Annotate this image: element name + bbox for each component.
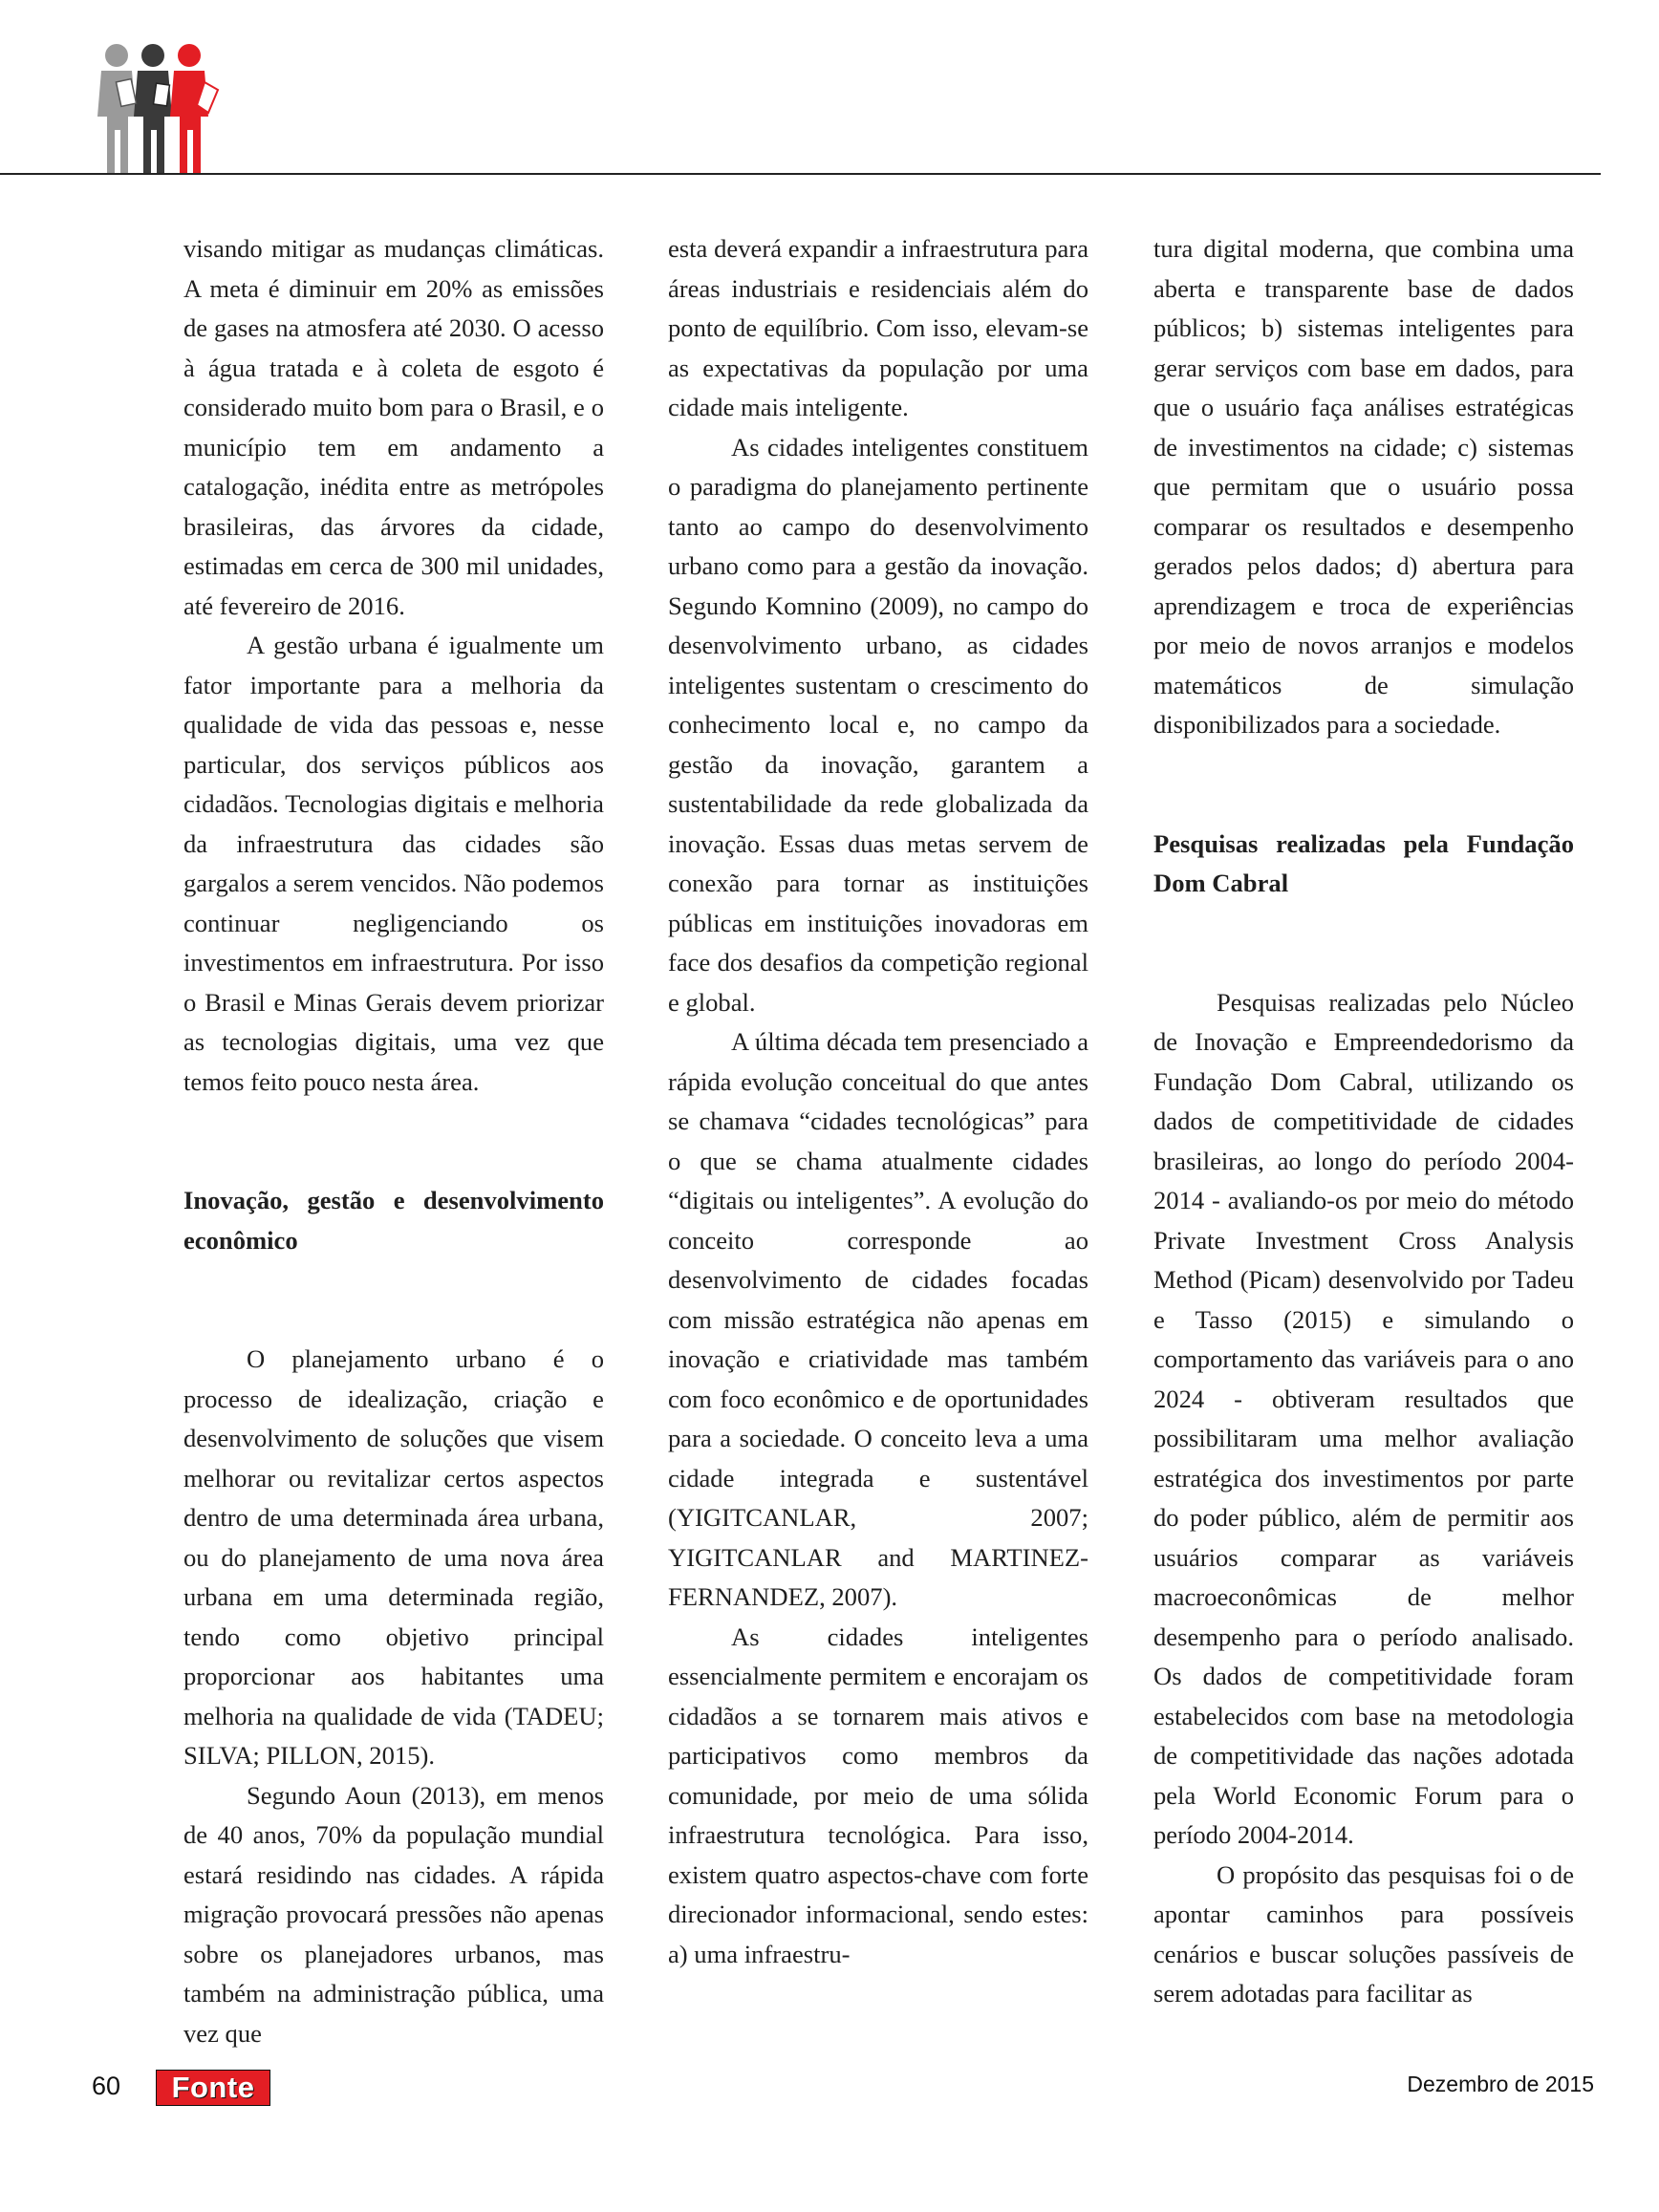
paragraph: As cidades inteligentes essencialmente permitem e encorajam os cidadãos a se tornarem mais ativos e participativos como membros da comunidade, por meio de uma sólida infraestrutura tecnológica. Para isso, existem quatro aspectos-chave com forte direcionador informacional, sendo estes: a) uma infraestru- — [668, 1621, 1088, 1968]
page-number: 60 — [92, 2072, 121, 2100]
paragraph: O planejamento urbano é o processo de idealização, criação e desenvolvimento de soluções que visem melhorar ou revitalizar certos aspectos dentro de uma determinada área urbana, ou do planejamento de uma nova área urbana em uma determinada região, tendo como objetivo principal proporcionar aos habitantes uma melhoria na qualidade de vida (TADEU; SILVA; PILLON, 2015). — [183, 1344, 604, 1770]
header-rule — [0, 173, 1601, 175]
paragraph: tura digital moderna, que combina uma aberta e transparente base de dados públicos; b) sistemas inteligentes para gerar serviços com base em dados, para que o usuário faça análises estratégicas de investimentos na cidade; c) sistemas que permitam que o usuário possa comparar os resultados e desempenho gerados pelos dados; d) abertura para aprendizagem e troca de experiências por meio de novos arranjos e modelos matemáticos de simulação disponibilizados para a sociedade. — [1153, 234, 1574, 739]
paragraph: As cidades inteligentes constituem o paradigma do planejamento pertinente tanto ao campo do desenvolvimento urbano como para a gestão da inovação. Segundo Komnino (2009), no campo do desenvolvimento urbano, as cidades inteligentes sustentam o crescimento do conhecimento local e, no campo da gestão da inovação, garantem a sustentabilidade da rede globalizada da inovação. Essas duas metas servem de conexão para tornar as instituições públicas em instituições inovadoras em face dos desafios da competição regional e global. — [668, 432, 1088, 1017]
column-3 — [1153, 229, 1574, 2014]
paragraph: esta deverá expandir a infraestrutura para áreas industriais e residenciais além do ponto de equilíbrio. Com isso, elevam-se as expectativas da população por uma cidade mais inteligente. — [668, 234, 1088, 421]
issue-date: Dezembro de 2015 — [1407, 2072, 1594, 2096]
paragraph: Segundo Aoun (2013), em menos de 40 anos, 70% da população mundial estará residindo nas cidades. A rápida migração provocará pressões não apenas sobre os planejadores urbanos, mas também na administração pública, uma vez que — [183, 1780, 604, 2048]
paragraph: A última década tem presenciado a rápida evolução conceitual do que antes se chamava “cidades tecnológicas” para o que se chama atualmente cidades “digitais ou inteligentes”. A evolução do conceito corresponde ao desenvolvimento de cidades focadas com missão estratégica não apenas em inovação e criatividade mas também com foco econômico e de oportunidades para a sociedade. O conceito leva a uma cidade integrada e sustentável (YIGITCANLAR, 2007; YIGITCANLAR and MARTINEZ-FERNANDEZ, 2007). — [668, 1027, 1088, 1611]
brand-logo: Fonte — [156, 2070, 270, 2106]
paragraph: visando mitigar as mudanças climáticas. A meta é diminuir em 20% as emissões de gases na atmosfera até 2030. O acesso à água tratada e à coleta de esgoto é considerado muito bom para o Brasil, e o município tem em andamento a catalogação, inédita entre as metrópoles brasileiras, das árvores da cidade, estimadas em cerca de 300 mil unidades, até fevereiro de 2016. — [183, 234, 604, 620]
section-heading: Pesquisas realizadas pela Fundação Dom Cabral — [1153, 828, 1574, 897]
section-heading: Inovação, gestão e desenvolvimento econômico — [183, 1186, 604, 1255]
paragraph: O propósito das pesquisas foi o de apontar caminhos para possíveis cenários e buscar soluções passíveis de serem adotadas para facilitar as — [1153, 1859, 1574, 2008]
column-1 — [183, 229, 604, 2053]
paragraph: Pesquisas realizadas pelo Núcleo de Inovação e Empreendedorismo da Fundação Dom Cabral, utilizando os dados de competitividade de cidades brasileiras, ao longo do período 2004-2014 - avaliando-os por meio do método Private Investment Cross Analysis Method (Picam) desenvolvido por Tadeu e Tasso (2015) e simulando o comportamento das variáveis para o ano 2024 - obtiveram resultados que possibilitaram uma melhor avaliação estratégica dos investimentos por parte do poder público, além de permitir aos usuários comparar as variáveis macroeconômicas de melhor desempenho para o período analisado. Os dados de competitividade foram estabelecidos com base na metodologia de competitividade das nações adotada pela World Economic Forum para o período 2004-2014. — [1153, 987, 1574, 1849]
three-people-icon — [92, 42, 235, 176]
paragraph: A gestão urbana é igualmente um fator importante para a melhoria da qualidade de vida das pessoas e, nesse particular, dos serviços públicos aos cidadãos. Tecnologias digitais e melhoria da infraestrutura das cidades são gargalos a serem vencidos. Não podemos continuar negligenciando os investimentos em infraestrutura. Por isso o Brasil e Minas Gerais devem priorizar as tecnologias digitais, uma vez que temos feito pouco nesta área. — [183, 631, 604, 1096]
column-2 — [668, 229, 1088, 1974]
